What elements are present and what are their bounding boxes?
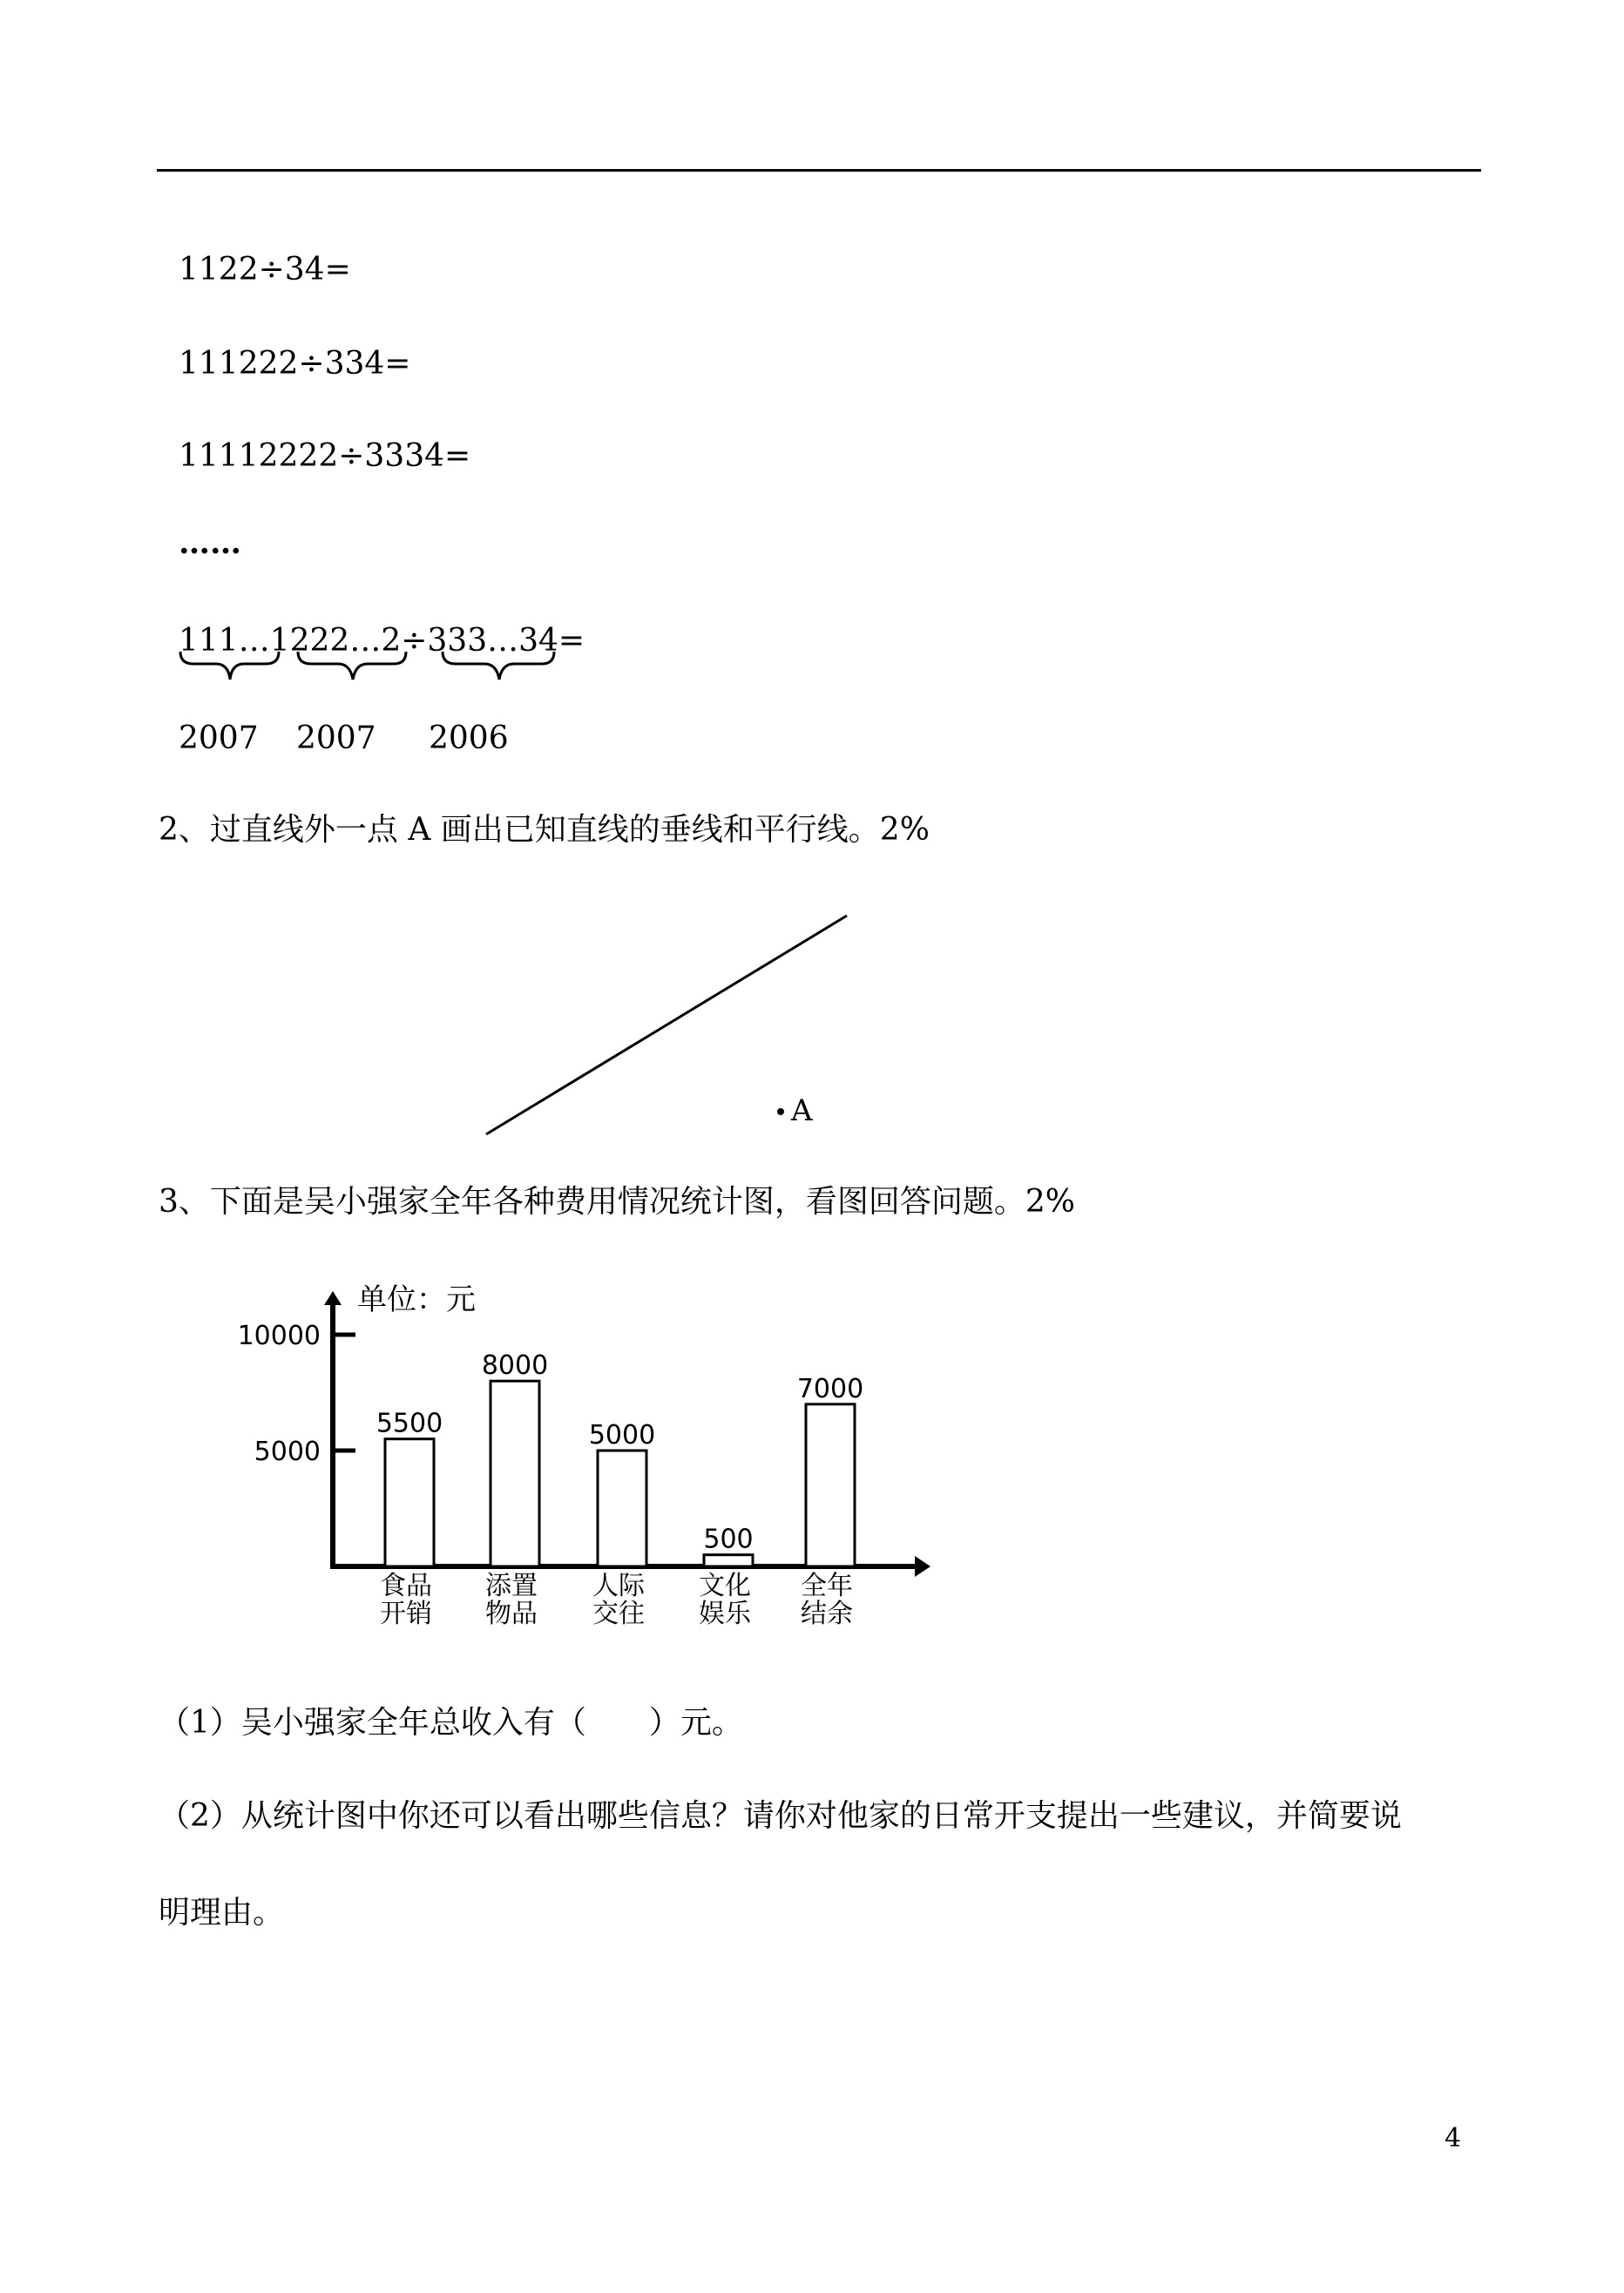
category-label: 物品: [485, 1599, 538, 1629]
question-2-text: 2、过直线外一点 A 画出已知直线的垂线和平行线。2%: [159, 812, 930, 848]
bar: [806, 1404, 855, 1566]
bar: [385, 1439, 434, 1566]
brace-count-2: 2007: [296, 720, 376, 756]
point-a-dot: [777, 1108, 784, 1115]
question-3-text: 3、下面是吴小强家全年各种费用情况统计图，看图回答问题。2%: [159, 1184, 1076, 1220]
equation-1: 1122÷34=: [179, 252, 351, 287]
brace-count-1: 2007: [179, 720, 259, 756]
bar: [491, 1381, 539, 1566]
brace-3: [443, 652, 554, 680]
x-axis-arrow: [915, 1556, 930, 1577]
bar-value-label: 8000: [481, 1350, 549, 1382]
category-label: 结余: [801, 1599, 853, 1629]
bar-value-label: 5500: [376, 1408, 443, 1439]
equation-general: 111…1222…2÷333…34=: [179, 623, 585, 659]
brace-count-3: 2006: [429, 720, 509, 756]
question-3-sub-2-line-1: （2）从统计图中你还可以看出哪些信息？请你对他家的日常开支提出一些建议，并简要说: [159, 1798, 1402, 1834]
category-label: 开销: [380, 1599, 432, 1629]
y-tick-label: 10000: [237, 1321, 321, 1351]
category-label: 文化: [699, 1571, 751, 1601]
category-label: 人际: [592, 1571, 645, 1601]
bar-value-label: 7000: [796, 1373, 864, 1404]
equation-2: 111222÷334=: [179, 346, 411, 382]
category-label: 全年: [801, 1571, 853, 1601]
bar-value-label: 5000: [588, 1420, 656, 1451]
chart-unit-label: 单位：元: [357, 1282, 476, 1317]
question-3-sub-2-line-2: 明理由。: [159, 1895, 285, 1931]
brace-2: [298, 652, 406, 680]
bar-chart: [238, 1291, 930, 1629]
ellipsis: ……: [179, 524, 241, 561]
y-axis-arrow: [324, 1291, 342, 1305]
bar-value-label: 500: [703, 1524, 754, 1555]
point-a-label: A: [791, 1093, 813, 1128]
bar: [704, 1555, 753, 1566]
question-3-sub-1: （1）吴小强家全年总收入有（ ）元。: [159, 1705, 743, 1741]
category-label: 食品: [380, 1571, 432, 1601]
bar: [598, 1451, 646, 1566]
category-label: 娱乐: [699, 1599, 751, 1629]
category-label: 交往: [592, 1599, 645, 1629]
y-tick-label: 5000: [254, 1437, 321, 1467]
brace-1: [180, 652, 279, 680]
category-label: 添置: [485, 1571, 538, 1601]
equation-3: 11112222÷3334=: [179, 438, 471, 474]
page-number: 4: [1445, 2123, 1462, 2154]
